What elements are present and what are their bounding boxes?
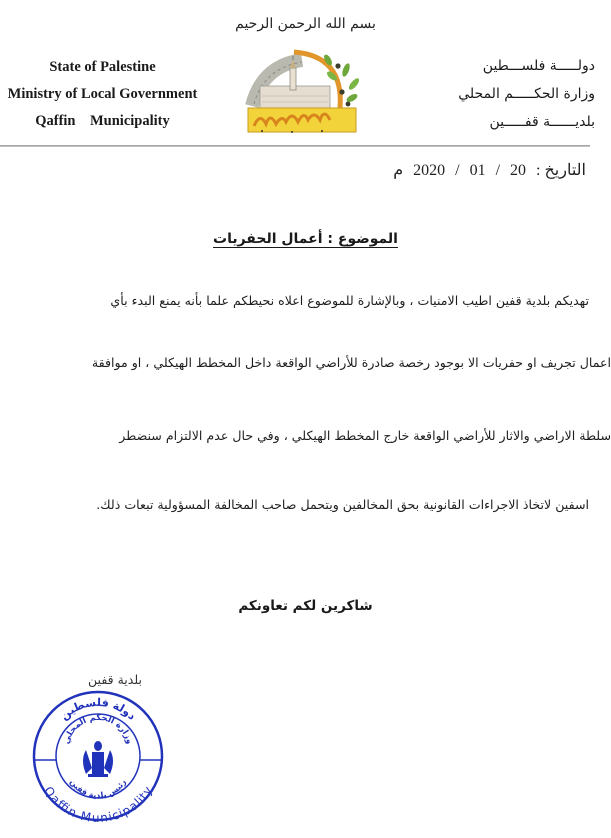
date-month: 01 xyxy=(469,162,486,179)
subject-line xyxy=(0,231,611,247)
english-municipality: Qaffin Municipality xyxy=(35,113,170,129)
stamp-seal-icon xyxy=(30,688,166,824)
arabic-letterhead xyxy=(415,52,595,136)
date-separator: / xyxy=(495,162,501,179)
letter-date xyxy=(390,160,589,180)
svg-text:Qaffin Municipality xyxy=(41,784,155,824)
stamp-inner-bottom-text: رئيس بلدية قفين xyxy=(68,777,128,801)
arabic-ministry: وزارة الحكـــــم المحلي xyxy=(458,86,595,102)
logo-emblem-icon xyxy=(232,46,372,138)
english-letterhead xyxy=(0,54,205,135)
body-line: اعمال تجريف او حفريات الا بوجود رخصة صادرة للأراضي الواقعة داخل المخطط الهيكلي ، او موافقة xyxy=(91,355,611,370)
english-state: State of Palestine xyxy=(49,59,156,75)
arabic-state: دولـــــة فلســـطين xyxy=(482,58,595,74)
body-line: سلطة الاراضي والاثار للأراضي الواقعة خارج المخطط الهيكلي ، وفي حال عدم الالتزام سنضطر xyxy=(119,428,611,443)
english-ministry: Ministry of Local Government xyxy=(7,86,198,102)
signature-label: بلدية قفين xyxy=(88,672,142,687)
date-day: 20 xyxy=(510,162,527,179)
closing-text: شاكرين لكم تعاونكم xyxy=(238,598,373,614)
official-stamp xyxy=(30,688,166,824)
date-suffix: م xyxy=(393,162,404,179)
municipality-logo xyxy=(232,46,372,138)
stamp-english-text: Qaffin Municipality xyxy=(41,783,156,824)
stamp-inner-text: وزارة الحكم المحلي xyxy=(61,712,135,746)
svg-text:وزارة الحكم المحلي xyxy=(62,713,135,745)
stamp-top-text: دولة فلسطين xyxy=(57,695,139,723)
basmala: بسم الله الرحمن الرحيم xyxy=(235,16,376,32)
svg-text:رئيس بلدية قفين xyxy=(68,777,128,800)
date-separator: / xyxy=(455,162,460,179)
body-line: اسفين لاتخاذ الاجراءات القانونية بحق المخالفين ويتحمل صاحب المخالفة المسؤولية تبعات ذلك. xyxy=(96,497,589,512)
arabic-municipality: بلديــــــة قفـــــين xyxy=(489,114,595,130)
subject-text: الموضوع : أعمال الحفريات xyxy=(213,231,398,247)
date-label: التاريخ : xyxy=(536,162,586,179)
date-year: 2020 xyxy=(413,162,446,179)
header-divider xyxy=(0,145,590,147)
body-line: تهديكم بلدية قفين اطيب الامنيات ، وبالإشارة للموضوع اعلاه نحيطكم علما بأنه يمنع البدء بأي xyxy=(110,293,589,308)
